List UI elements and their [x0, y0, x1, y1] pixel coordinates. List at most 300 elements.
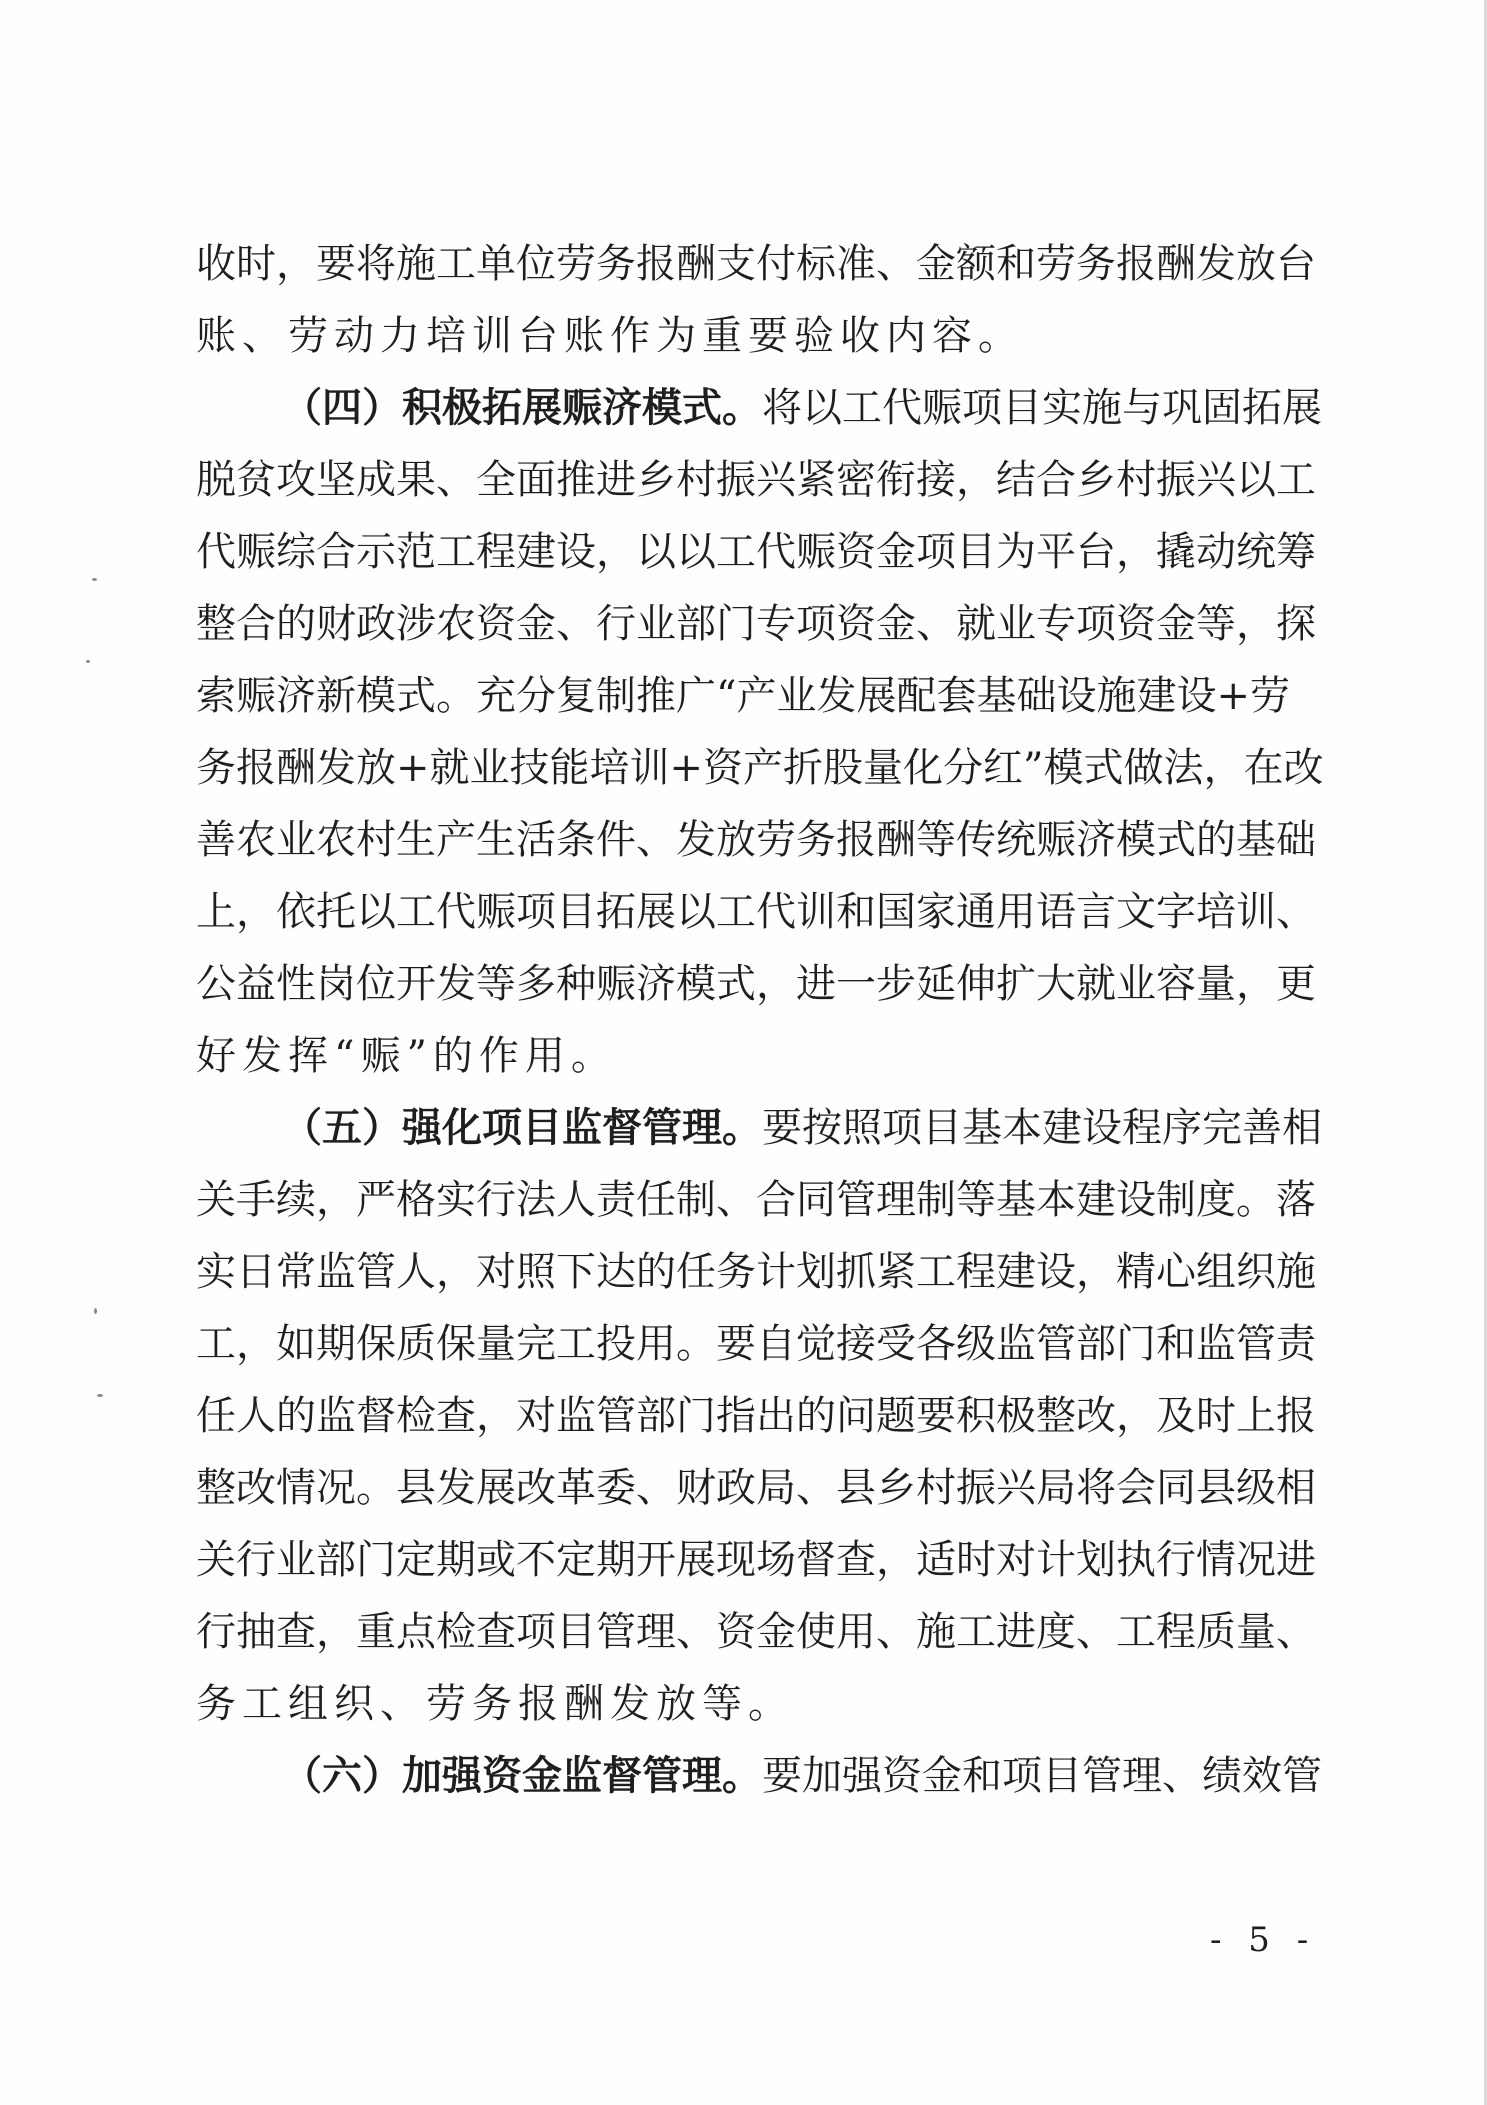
text-line — [196, 1740, 1322, 1812]
line-char: 项 — [516, 1609, 556, 1655]
line-char: 监 — [1196, 1321, 1236, 1367]
line-char: 劳 — [1036, 241, 1076, 287]
line-char: 相 — [1282, 1105, 1322, 1151]
section-heading-char: 四 — [322, 384, 362, 431]
line-char: ， — [1236, 961, 1276, 1007]
line-char: 理 — [636, 1609, 676, 1655]
line-char: 人 — [556, 1177, 596, 1223]
line-char: 业 — [1116, 961, 1156, 1007]
line-char: 行 — [596, 601, 636, 647]
line-char: 推 — [636, 673, 676, 719]
line-char: 兴 — [1196, 457, 1236, 503]
line-char: ， — [956, 457, 996, 503]
text-line — [196, 660, 1290, 732]
line-char: 等 — [916, 817, 956, 863]
line-char: 发 — [436, 1465, 476, 1511]
section-heading-char: 理 — [682, 1752, 722, 1799]
scan-speck — [92, 578, 97, 581]
line-char: 项 — [962, 385, 1002, 431]
line-char: 发 — [676, 817, 716, 863]
line-char: 村 — [916, 1465, 956, 1511]
line-char: 施 — [916, 1609, 956, 1655]
line-char: 资 — [882, 1753, 922, 1799]
line-char: 接 — [836, 1321, 876, 1367]
line-char: 通 — [956, 889, 996, 935]
line-char: 标 — [796, 241, 836, 287]
text-line — [196, 804, 1316, 876]
line-char: 工 — [716, 889, 756, 935]
section-heading-char: 。 — [722, 1752, 762, 1799]
line-char: 用 — [636, 1321, 676, 1367]
line-char: 济 — [636, 961, 676, 1007]
line-char: 开 — [636, 1537, 676, 1583]
line-char: 付 — [756, 241, 796, 287]
line-char: 执 — [1116, 1537, 1156, 1583]
line-char: 、 — [916, 601, 956, 647]
line-char: 行 — [196, 1609, 236, 1655]
line-char: 折 — [783, 745, 824, 791]
line-char: 工 — [436, 241, 476, 287]
line-char: 目 — [1002, 385, 1042, 431]
line-char: 乡 — [876, 1465, 916, 1511]
line-char: 务 — [1076, 241, 1116, 287]
line-char: 合 — [756, 1177, 796, 1223]
line-char: 振 — [956, 1465, 996, 1511]
line-char: + — [1216, 673, 1250, 719]
line-char: 施 — [1096, 673, 1137, 719]
line-char: 管 — [1036, 1321, 1076, 1367]
line-char: 红 — [983, 745, 1024, 791]
line-char: 法 — [1163, 745, 1204, 791]
line-char: 善 — [196, 817, 236, 863]
line-char: 行 — [1156, 1537, 1196, 1583]
line-char: ， — [596, 529, 636, 575]
line-char: 坚 — [316, 457, 356, 503]
line-char: 涉 — [396, 601, 436, 647]
line-char: 责 — [1276, 1321, 1316, 1367]
line-char: 培 — [1196, 889, 1236, 935]
line-char: 投 — [596, 1321, 636, 1367]
line-char: 合 — [1036, 457, 1076, 503]
section-heading-char: 济 — [602, 384, 642, 431]
section-heading-char: 强 — [442, 1752, 482, 1799]
line-char: 效 — [1242, 1753, 1282, 1799]
line-char: 使 — [796, 1609, 836, 1655]
line-char: 目 — [556, 889, 596, 935]
line-char: 益 — [236, 961, 276, 1007]
line-char: 为 — [996, 529, 1036, 575]
line-char: 式 — [1083, 745, 1124, 791]
line-char: 整 — [1036, 1393, 1076, 1439]
line-char: 时 — [236, 241, 276, 287]
line-char: 活 — [516, 817, 556, 863]
line-char: 抓 — [836, 1249, 876, 1295]
line-char: 资 — [1116, 601, 1156, 647]
line-char: 技 — [509, 745, 550, 791]
line-char: 报 — [636, 241, 676, 287]
line-char: 培 — [589, 745, 630, 791]
line-char: 动 — [1196, 529, 1236, 575]
line-char: 对 — [996, 1537, 1036, 1583]
line-char: 项 — [1076, 601, 1116, 647]
line-char: 容 — [1156, 961, 1196, 1007]
section-heading-char: （ — [282, 1104, 322, 1151]
line-char: 督 — [796, 1537, 836, 1583]
line-char: 语 — [1036, 889, 1076, 935]
line-char: 代 — [882, 385, 922, 431]
line-char: 工 — [196, 1321, 236, 1367]
line-char: 工 — [842, 385, 882, 431]
line-char: 况 — [1236, 1537, 1276, 1583]
line-char: 点 — [396, 1609, 436, 1655]
line-char: 济 — [1076, 817, 1116, 863]
line-char: 模 — [1116, 817, 1156, 863]
line-char: 组 — [1196, 1249, 1236, 1295]
line-char: 实 — [1042, 385, 1082, 431]
line-char: 设 — [556, 529, 596, 575]
line-char: 施 — [396, 241, 436, 287]
line-char: 工 — [556, 1321, 596, 1367]
section-heading-char: 督 — [602, 1752, 642, 1799]
line-char: 资 — [476, 601, 516, 647]
line-char: 以 — [676, 889, 716, 935]
line-char: 管 — [596, 1393, 636, 1439]
line-char: 务 — [596, 241, 636, 287]
line-char: 固 — [1202, 385, 1242, 431]
line-char: 级 — [1236, 1465, 1276, 1511]
line-char: 在 — [1243, 745, 1284, 791]
body-text — [196, 228, 1324, 1812]
line-char: 划 — [1076, 1537, 1116, 1583]
line-char: ， — [1203, 745, 1244, 791]
line-char: 绩 — [1202, 1753, 1242, 1799]
line-char: 精 — [1116, 1249, 1156, 1295]
line-char: 或 — [476, 1537, 516, 1583]
line-char: 额 — [956, 241, 996, 287]
line-char: 极 — [996, 1393, 1036, 1439]
text-line — [196, 1596, 1316, 1668]
line-char: 式 — [1156, 817, 1196, 863]
line-char: 、 — [556, 601, 596, 647]
line-char: 序 — [1162, 1105, 1202, 1151]
line-char: 兴 — [756, 457, 796, 503]
line-char: 文 — [1116, 889, 1156, 935]
line-char: 台 — [1276, 241, 1316, 287]
line-char: 上 — [1236, 1393, 1276, 1439]
line-char: 的 — [276, 1393, 316, 1439]
line-char: 进 — [796, 961, 836, 1007]
line-char: 种 — [556, 961, 596, 1007]
line-char: 伸 — [956, 961, 996, 1007]
line-char: ， — [1236, 601, 1276, 647]
line-char: 项 — [882, 1105, 922, 1151]
line-char: 以 — [1236, 457, 1276, 503]
line-char: 劳 — [756, 817, 796, 863]
line-char: 展 — [676, 1537, 716, 1583]
line-char: 扩 — [996, 961, 1036, 1007]
line-char: 紧 — [796, 457, 836, 503]
line-char: 门 — [716, 601, 756, 647]
line-char: 赈 — [922, 385, 962, 431]
line-char: 金 — [876, 529, 916, 575]
line-char: 改 — [1076, 1393, 1116, 1439]
line-char: 制 — [1156, 1177, 1196, 1223]
line-char: 照 — [516, 1249, 556, 1295]
line-char: 、 — [1162, 1753, 1202, 1799]
line-char: 一 — [836, 961, 876, 1007]
line-char: 生 — [396, 817, 436, 863]
line-char: 级 — [956, 1321, 996, 1367]
line-char: 、 — [1276, 889, 1316, 935]
line-char: 度 — [1036, 1609, 1076, 1655]
line-char: 保 — [436, 1321, 476, 1367]
line-char: 日 — [236, 1249, 276, 1295]
line-char: 展 — [856, 673, 897, 719]
line-char: 、 — [436, 457, 476, 503]
line-char: 情 — [1196, 1537, 1236, 1583]
line-char: 农 — [236, 817, 276, 863]
line-char: 基 — [962, 1105, 1002, 1151]
line-char: 传 — [956, 817, 996, 863]
line-char: 的 — [636, 1249, 676, 1295]
line-char: 。 — [436, 673, 476, 719]
line-char: 进 — [996, 1609, 1036, 1655]
section-heading-char: 管 — [642, 1104, 682, 1151]
text-line — [196, 876, 1316, 948]
line-char: 将 — [356, 241, 396, 287]
line-char: 强 — [842, 1753, 882, 1799]
line-char: 督 — [356, 1393, 396, 1439]
line-char: 做 — [1123, 745, 1164, 791]
line-char: 抽 — [236, 1609, 276, 1655]
section-heading-char: 管 — [642, 1752, 682, 1799]
line-char: 程 — [1122, 1105, 1162, 1151]
line-char: 展 — [636, 889, 676, 935]
line-char: 将 — [762, 385, 802, 431]
line-char: 结 — [996, 457, 1036, 503]
line-char: 赈 — [236, 673, 276, 719]
line-char: 脱 — [196, 457, 236, 503]
line-char: 贫 — [236, 457, 276, 503]
line-char: 革 — [556, 1465, 596, 1511]
line-char: 查 — [276, 1609, 316, 1655]
line-char: 度 — [1196, 1177, 1236, 1223]
line-char: 基 — [976, 673, 1017, 719]
line-char: 金 — [756, 1609, 796, 1655]
line-char: 要 — [762, 1753, 802, 1799]
line-char: 监 — [316, 1393, 356, 1439]
line-char: 检 — [436, 1609, 476, 1655]
line-char: 要 — [916, 1393, 956, 1439]
section-heading-char: 金 — [522, 1752, 562, 1799]
line-char: 工 — [916, 1249, 956, 1295]
line-char: 及 — [1156, 1393, 1196, 1439]
line-char: 期 — [596, 1537, 636, 1583]
line-char: 监 — [316, 1249, 356, 1295]
line-char: 索 — [196, 673, 236, 719]
line-char: 探 — [1276, 601, 1316, 647]
section-heading-char: ） — [362, 384, 402, 431]
line-char: 心 — [1156, 1249, 1196, 1295]
line-char: “ — [716, 673, 737, 719]
line-char: 。 — [676, 1321, 716, 1367]
line-char: 适 — [916, 1537, 956, 1583]
line-char: 工 — [716, 529, 756, 575]
line-char: 放 — [1236, 241, 1276, 287]
line-char: 业 — [776, 673, 817, 719]
line-char: 业 — [276, 817, 316, 863]
line-char: 产 — [436, 817, 476, 863]
line-char: 项 — [1002, 1753, 1042, 1799]
line-char: 、 — [1076, 1609, 1116, 1655]
line-char: 建 — [516, 529, 556, 575]
line-char: 公 — [196, 961, 236, 1007]
line-char: 以 — [636, 529, 676, 575]
line-char: 就 — [956, 601, 996, 647]
section-heading-char: 极 — [442, 384, 482, 431]
line-char: 监 — [996, 1321, 1036, 1367]
line-char: 延 — [916, 961, 956, 1007]
line-char: 业 — [469, 745, 510, 791]
line-char: 分 — [943, 745, 984, 791]
line-char: 设 — [1036, 1249, 1076, 1295]
line-char: 、 — [1276, 1609, 1316, 1655]
line-char: + — [396, 745, 430, 791]
line-char: 和 — [836, 889, 876, 935]
line-char: 放 — [716, 817, 756, 863]
line-char: 自 — [756, 1321, 796, 1367]
line-char: 质 — [1196, 1609, 1236, 1655]
line-char: 管 — [1082, 1753, 1122, 1799]
line-char: 就 — [429, 745, 470, 791]
line-char: ” — [1023, 745, 1044, 791]
line-char: 制 — [596, 673, 636, 719]
line-char: 查 — [836, 1537, 876, 1583]
line-char: ， — [236, 1321, 276, 1367]
line-char: 式 — [396, 673, 436, 719]
line-char: 改 — [516, 1465, 556, 1511]
line-char: 加 — [802, 1753, 842, 1799]
line-char: 务 — [716, 1249, 756, 1295]
line-char: 县 — [396, 1465, 436, 1511]
section-heading-char: ） — [362, 1752, 402, 1799]
line-char: 依 — [276, 889, 316, 935]
line-char: 委 — [596, 1465, 636, 1511]
line-char: 的 — [796, 1393, 836, 1439]
line-char: 受 — [876, 1321, 916, 1367]
line-char: ， — [236, 889, 276, 935]
text-line — [196, 1380, 1316, 1452]
line-char: 建 — [996, 1249, 1036, 1295]
line-char: 平 — [1036, 529, 1076, 575]
line-char: 代 — [756, 529, 796, 575]
line-char: 以 — [356, 889, 396, 935]
line-char: 部 — [316, 1537, 356, 1583]
line-char: 基 — [996, 1177, 1036, 1223]
line-char: 产 — [736, 673, 777, 719]
line-char: 工 — [436, 529, 476, 575]
line-char: 部 — [676, 601, 716, 647]
line-char: 织 — [1236, 1249, 1276, 1295]
line-char: 划 — [796, 1249, 836, 1295]
line-char: 性 — [276, 961, 316, 1007]
line-char: ， — [316, 1177, 356, 1223]
line-char: 村 — [356, 817, 396, 863]
line-char: 等 — [1196, 601, 1236, 647]
section-heading-char: 。 — [722, 1104, 762, 1151]
section-heading-char: 目 — [522, 1104, 562, 1151]
line-char: 金 — [916, 241, 956, 287]
line-char: 理 — [1122, 1753, 1162, 1799]
line-char: 下 — [556, 1249, 596, 1295]
line-char: 建 — [1076, 1177, 1116, 1223]
text-line — [196, 1236, 1316, 1308]
line-char: 改 — [236, 1465, 276, 1511]
line-char: 完 — [516, 1321, 556, 1367]
line-char: 产 — [743, 745, 784, 791]
line-char: 代 — [196, 529, 236, 575]
line-char: 量 — [863, 745, 904, 791]
line-char: 成 — [356, 457, 396, 503]
line-char: 政 — [356, 601, 396, 647]
section-heading-char: 加 — [402, 1752, 442, 1799]
line-char: 管 — [1236, 1321, 1276, 1367]
line-char: 程 — [956, 1249, 996, 1295]
line-char: 将 — [1076, 1465, 1116, 1511]
line-char: 进 — [1276, 1537, 1316, 1583]
line-char: 质 — [396, 1321, 436, 1367]
line-char: 各 — [916, 1321, 956, 1367]
line-char: 以 — [802, 385, 842, 431]
line-char: 用 — [996, 889, 1036, 935]
line-char: 拓 — [1242, 385, 1282, 431]
line-char: 进 — [596, 457, 636, 503]
line-char: 现 — [716, 1537, 756, 1583]
text-line — [196, 300, 1278, 372]
line-char: 务 — [796, 817, 836, 863]
line-char: 程 — [476, 529, 516, 575]
line-char: 手 — [236, 1177, 276, 1223]
page-number: - 5 - — [1210, 1920, 1317, 1960]
line-char: 设 — [1082, 1105, 1122, 1151]
line-char: 新 — [316, 673, 356, 719]
line-char: 展 — [476, 1465, 516, 1511]
line-char: 股 — [823, 745, 864, 791]
line-char: 题 — [876, 1393, 916, 1439]
line-char: 觉 — [796, 1321, 836, 1367]
line-char: 制 — [916, 1177, 956, 1223]
line-char: 任 — [636, 1177, 676, 1223]
line-char: 大 — [1036, 961, 1076, 1007]
line-char: 要 — [316, 241, 356, 287]
line-char: 金 — [876, 601, 916, 647]
text-line — [196, 1452, 1316, 1524]
line-char: 赈 — [476, 889, 516, 935]
line-char: 振 — [1156, 457, 1196, 503]
line-char: 上 — [196, 889, 236, 935]
line-char: 拓 — [596, 889, 636, 935]
line-char: 时 — [1196, 1393, 1236, 1439]
scan-speck — [86, 660, 90, 663]
text-line — [196, 228, 1316, 300]
line-char: 模 — [356, 673, 396, 719]
text-line — [196, 1524, 1316, 1596]
line-char: 多 — [516, 961, 556, 1007]
section-heading-char: 。 — [722, 384, 762, 431]
line-char: 不 — [516, 1537, 556, 1583]
line-char: ， — [436, 1249, 476, 1295]
line-char: 设 — [1056, 673, 1097, 719]
